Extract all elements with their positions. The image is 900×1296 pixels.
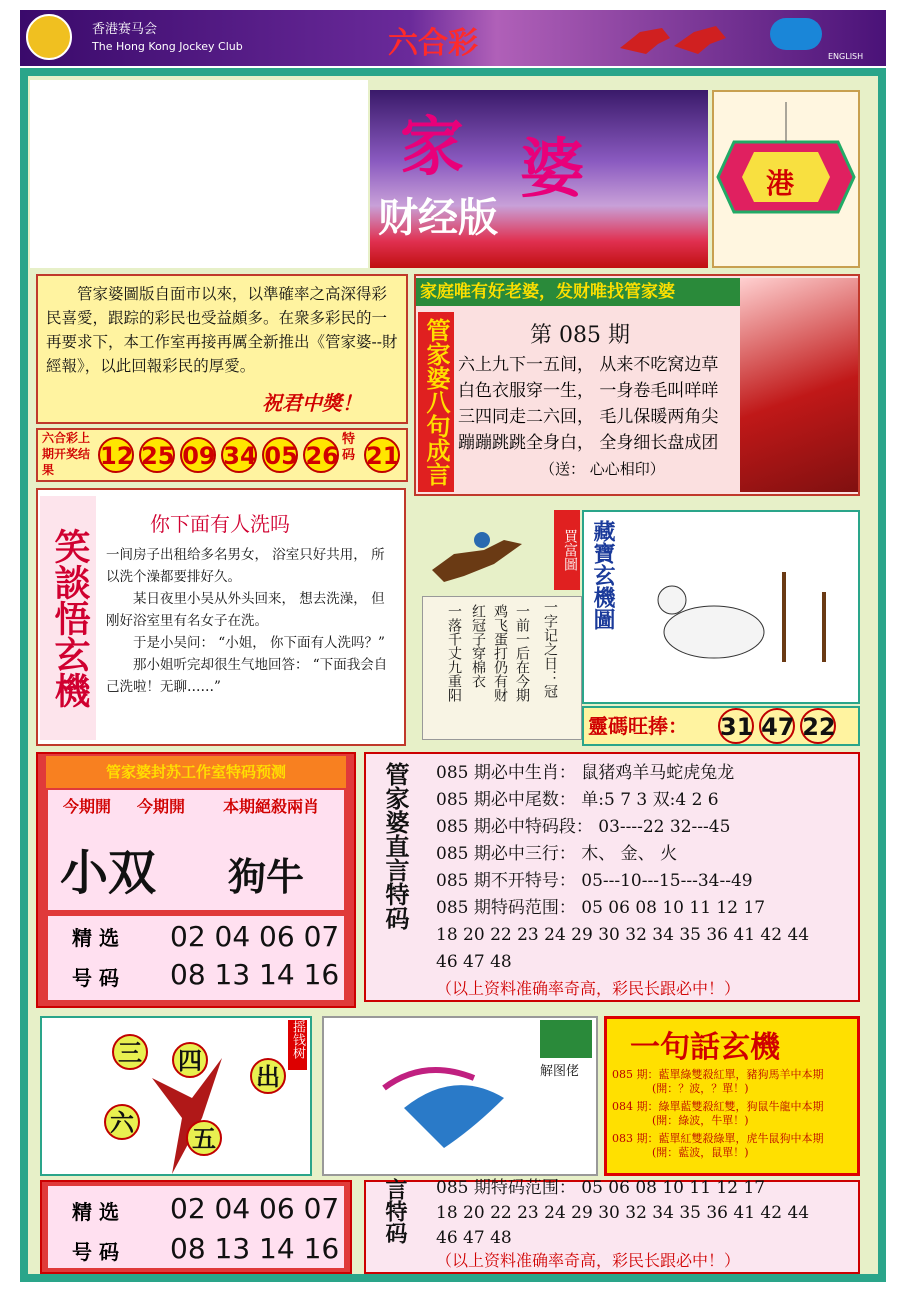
direct-note: （以上资料准确率奇高，彩民长跟必中！） xyxy=(436,979,741,998)
poem-line: 蹦蹦跳跳全身白， 全身细长盘成团 xyxy=(458,433,719,453)
result-ball: 05 xyxy=(262,437,298,473)
tips-col2: 今期開 xyxy=(136,797,185,816)
special-ball-wrap xyxy=(364,437,400,473)
treasure-balls xyxy=(718,708,836,744)
joke-para: 某日夜里小吴从外头回来， 想去洗澡， 但刚好浴室里有名女子在洗。 xyxy=(106,591,385,629)
result-ball: 25 xyxy=(139,437,175,473)
money-tree-label: 摇钱树 xyxy=(288,1020,307,1070)
direct-line: 18 20 22 23 24 29 30 32 34 35 36 41 42 44 xyxy=(436,925,810,945)
tips-col1: 今期開 xyxy=(62,797,111,816)
treasure-ball: 22 xyxy=(800,708,836,744)
riddle-sub: (開：？波，？單！) xyxy=(652,1082,749,1095)
banner-subtitle: 财经版 xyxy=(378,194,498,241)
direct-lines xyxy=(436,760,809,976)
money-tree-icon xyxy=(42,1018,310,1174)
scroll-col: 鸡飞蛋打仍有财 xyxy=(492,604,508,702)
club-name-en: The Hong Kong Jockey Club xyxy=(92,40,243,53)
bottom-pick-label-2: 号 码 xyxy=(72,1240,119,1264)
bottom-pick-row-1: 02 04 06 07 xyxy=(170,1192,340,1225)
riddle-sub: (開：綠波，牛單！) xyxy=(652,1114,749,1127)
intro-text: 管家婆圖版自面市以來，以準確率之高深得彩民喜愛，跟踪的彩民也受益頗多。在衆多彩民的一再要求下，本工作室再接再厲全新推出《管家婆--財經報》，以此回報彩民的厚愛。 xyxy=(46,285,398,375)
poem-gift: （送： 心心相印） xyxy=(540,460,665,478)
treasure-title: 藏寶玄機圖 xyxy=(590,520,616,630)
pick-label-1: 精 选 xyxy=(72,926,119,950)
bottom-direct-note: （以上资料准确率奇高，彩民长跟必中！） xyxy=(436,1251,741,1270)
joke-side-title: 笑談悟玄機 xyxy=(40,496,96,740)
direct-line: 085 期必中三行： 木、 金、 火 xyxy=(436,844,678,864)
result-ball: 12 xyxy=(98,437,134,473)
jockey-club-logo[interactable] xyxy=(26,14,72,60)
poem-line: 三四同走二六回， 毛儿保暖两角尖 xyxy=(458,407,719,427)
riddle-issue: 083 期： xyxy=(612,1132,659,1145)
tree-fruit: 四 xyxy=(172,1042,208,1078)
tree-fruit: 六 xyxy=(104,1104,140,1140)
direct-line: 085 期必中尾数： 单:5 7 3 双:4 2 6 xyxy=(436,790,719,810)
tips-kill: 狗牛 xyxy=(228,854,305,899)
english-toggle-icon[interactable] xyxy=(770,18,822,50)
tree-fruit: 三 xyxy=(112,1034,148,1070)
riddle-sub: (開：藍波，鼠單！) xyxy=(652,1146,749,1159)
joke-body xyxy=(106,544,398,698)
direct-line: 085 期特码范围： 05 06 08 10 11 12 17 xyxy=(436,898,766,918)
riddle-item xyxy=(612,1068,856,1082)
lantern-char: 港 xyxy=(766,167,795,200)
scroll-col: 一前一后在今期 xyxy=(514,604,530,702)
treasure-badge: 買富圖 xyxy=(554,510,580,590)
riddle-text: 藍單紅雙殺綠單，虎牛鼠狗中本期 xyxy=(658,1132,824,1145)
scroll-col: 红冠子穿棉衣 xyxy=(470,604,486,688)
results-label: 六合彩上期开奖结果 xyxy=(42,431,91,477)
treasure-panel xyxy=(582,510,860,704)
tree-fruit: 五 xyxy=(186,1120,222,1156)
poem-line: 六上九下一五间， 从来不吃窝边草 xyxy=(458,355,719,375)
direct-line: 085 期必中特码段： 03----22 32---45 xyxy=(436,817,731,837)
blank-ad-area xyxy=(30,80,368,268)
banner-title-2: 婆 xyxy=(520,132,584,207)
goat-icon xyxy=(584,512,858,702)
pick-row-1: 02 04 06 07 xyxy=(170,920,340,953)
poem-side-title: 管家婆八句成言 xyxy=(418,312,454,492)
bottom-direct-line: 46 47 48 xyxy=(436,1228,512,1248)
treasure-ball: 47 xyxy=(759,708,795,744)
tips-big: 小双 xyxy=(60,845,157,901)
special-ball: 21 xyxy=(364,437,400,473)
lottery-title: 六合彩 xyxy=(388,26,478,61)
direct-line: 085 期不开特号： 05---10---15---34--49 xyxy=(436,871,753,891)
bottom-direct-lines xyxy=(436,1176,809,1251)
riddle-text: 綠單藍雙殺紅雙，狗鼠牛龍中本期 xyxy=(658,1100,824,1113)
joke-para: 一间房子出租给多名男女， 浴室只好共用， 所以洗个澡都要排好久。 xyxy=(106,547,385,585)
horse-rider-icon xyxy=(424,520,534,590)
bottom-direct-line: 085 期特码范围： 05 06 08 10 11 12 17 xyxy=(436,1178,766,1198)
banner-title-1: 家 xyxy=(400,110,464,185)
result-balls xyxy=(98,437,339,473)
direct-side-title: 管家婆直言特码 xyxy=(381,762,410,930)
bottom-pick-row-2: 08 13 14 16 xyxy=(170,1232,340,1265)
tree-fruit: 出 xyxy=(250,1058,286,1094)
treasure-ball: 31 xyxy=(718,708,754,744)
riddle-item xyxy=(612,1100,856,1114)
tips-col3: 本期絕殺兩肖 xyxy=(222,797,319,816)
poem-lines xyxy=(458,352,718,456)
joke-para: 于是小吴问： “小姐， 你下面有人洗吗？” xyxy=(133,635,385,651)
club-name-cn: 香港赛马会 xyxy=(92,22,158,37)
riddle-issue: 084 期： xyxy=(612,1100,659,1113)
poem-issue: 第 085 期 xyxy=(530,323,630,348)
riddle-issue: 085 期： xyxy=(612,1068,659,1081)
poem-line: 白色衣服穿一生， 一身卷毛叫咩咩 xyxy=(458,381,719,401)
joke-title: 你下面有人洗吗 xyxy=(150,512,290,536)
direct-line: 46 47 48 xyxy=(436,952,512,972)
money-tree-panel xyxy=(40,1016,312,1176)
bottom-pick-label-1: 精 选 xyxy=(72,1200,119,1224)
pick-label-2: 号 码 xyxy=(72,966,119,990)
bottom-direct-line: 18 20 22 23 24 29 30 32 34 35 36 41 42 44 xyxy=(436,1203,810,1223)
intro-wish: 祝君中獎！ xyxy=(262,391,362,415)
racing-horses-icon xyxy=(610,14,740,60)
poem-headline: 家庭唯有好老婆，发财唯找管家婆 xyxy=(416,278,766,306)
bottom-direct-side: 言特码 xyxy=(382,1178,408,1244)
result-ball: 09 xyxy=(180,437,216,473)
result-ball: 26 xyxy=(303,437,339,473)
solver-icon xyxy=(540,1020,592,1058)
riddle-text: 藍單綠雙殺紅單，豬狗馬羊中本期 xyxy=(658,1068,824,1081)
tips-title: 管家婆封苏工作室特码预测 xyxy=(46,756,346,788)
riddle-title: 一句話玄機 xyxy=(630,1030,780,1065)
riddle-list xyxy=(612,1068,856,1160)
pick-row-2: 08 13 14 16 xyxy=(170,958,340,991)
riddle-item xyxy=(612,1132,856,1146)
intro-panel xyxy=(36,274,408,424)
scroll-col: 一落千丈九重阳 xyxy=(446,604,462,702)
english-link[interactable]: ENGLISH xyxy=(828,52,864,61)
direct-line: 085 期必中生肖： 鼠猪鸡羊马蛇虎兔龙 xyxy=(436,763,735,783)
special-label: 特码 xyxy=(342,432,356,463)
bride-image xyxy=(740,278,858,492)
solver-label: 解图佬 xyxy=(540,1064,580,1079)
treasure-label: 靈碼旺捧： xyxy=(588,714,688,738)
joke-para: 那小姐听完却很生气地回答： “下面我会自己洗啦！无聊……” xyxy=(106,657,388,695)
result-ball: 34 xyxy=(221,437,257,473)
scroll-title: 一字记之日：冠 xyxy=(542,600,558,698)
